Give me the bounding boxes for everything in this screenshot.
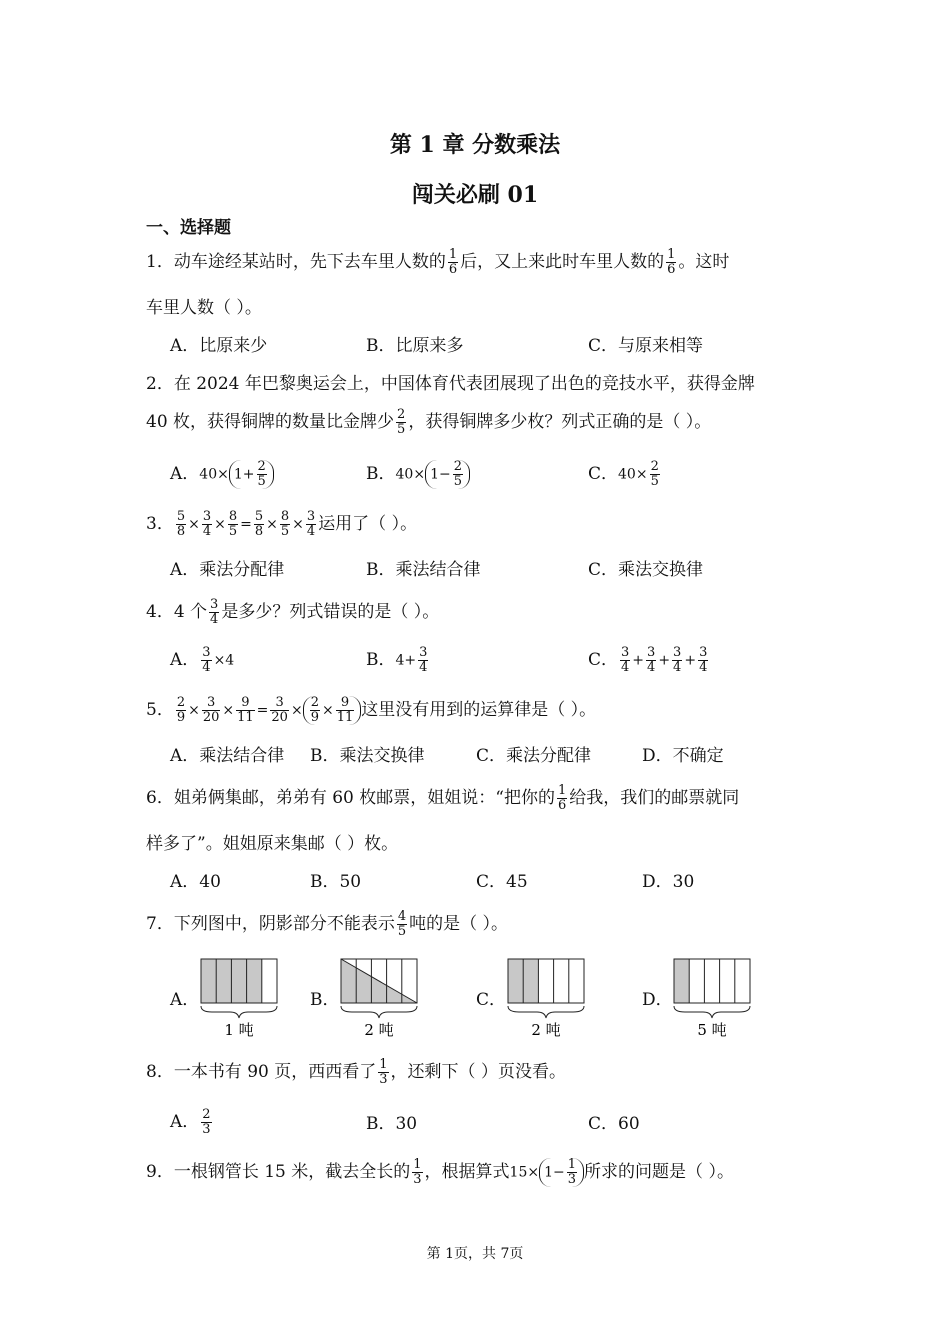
svg-text:5 吨: 5 吨 xyxy=(697,1021,727,1039)
q1-option-a[interactable]: A．比原来少 xyxy=(170,336,268,356)
question-9: 9．一根钢管长 15 米，截去全长的 $\frac{1}{3}$ ，根据算式15× 1− $\frac{1}{3}$ 所求的问题是（ ）。 xyxy=(146,1157,734,1187)
q5-option-a[interactable]: A．乘法结合律 xyxy=(170,746,285,766)
q5-option-d[interactable]: D．不确定 xyxy=(642,746,724,766)
svg-text:2 吨: 2 吨 xyxy=(364,1021,394,1039)
page-footer: 第 1页，共 7页 xyxy=(426,1246,524,1262)
q7-option-b[interactable]: B． xyxy=(310,990,340,1010)
figure-d xyxy=(673,958,753,1042)
fraction: $\frac{1}{6}$ xyxy=(448,247,458,277)
q7-option-a[interactable]: A． xyxy=(170,990,200,1010)
section-heading: 一、选择题 xyxy=(146,218,231,238)
question-7: 7．下列图中，阴影部分不能表示 $\frac{4}{5}$ 吨的是（ ）。 xyxy=(146,909,509,939)
q8-option-c[interactable]: C．60 xyxy=(588,1114,640,1134)
q6-option-c[interactable]: C．45 xyxy=(476,872,528,892)
q4-option-c[interactable]: C． $\frac{3}{4}$ + $\frac{3}{4}$ + $\frac{3}{4}$ + $\frac{3}{4}$ xyxy=(588,645,708,675)
page-title: 第 1 章 分数乘法 xyxy=(389,132,561,158)
svg-text:2 吨: 2 吨 xyxy=(531,1021,561,1039)
q3-option-c[interactable]: C．乘法交换律 xyxy=(588,560,704,580)
question-1: 1．动车途经某站时，先下去车里人数的 $\frac{1}{6}$ 后，又上来此时车里人数的 $\frac{1}{6}$ 。这时 xyxy=(146,247,730,277)
q3-option-b[interactable]: B．乘法结合律 xyxy=(366,560,481,580)
question-6-line2: 样多了”。姐姐原来集邮（ ）枚。 xyxy=(146,834,399,854)
q4-option-b[interactable]: B．4+ $\frac{3}{4}$ xyxy=(366,645,428,675)
question-2: 2．在 2024 年巴黎奥运会上，中国体育代表团展现了出色的竞技水平，获得金牌 xyxy=(146,374,755,394)
q1-option-b[interactable]: B．比原来多 xyxy=(366,336,464,356)
question-3: 3． $\frac{5}{8}$ × $\frac{3}{4}$ × $\frac{8}{5}$ = $\frac{5}{8}$ × $\frac{8}{5}$ × $\frac{3}{4}$ 运用了（ ）。 xyxy=(146,509,418,539)
question-4: 4．4 个 $\frac{3}{4}$ 是多少？列式错误的是（ ）。 xyxy=(146,597,440,627)
q2-option-b[interactable]: B．40× 1− $\frac{2}{5}$ xyxy=(366,460,470,489)
question-1-line2: 车里人数（ ）。 xyxy=(146,298,262,318)
question-6: 6．姐弟俩集邮，弟弟有 60 枚邮票，姐姐说：“把你的 $\frac{1}{6}$ 给我，我们的邮票就同 xyxy=(146,783,740,813)
q5-option-b[interactable]: B．乘法交换律 xyxy=(310,746,425,766)
q6-option-a[interactable]: A．40 xyxy=(170,872,221,892)
figure-b xyxy=(340,958,420,1042)
q8-option-a[interactable]: A． $\frac{2}{3}$ xyxy=(170,1107,211,1137)
question-2-line2: 40 枚，获得铜牌的数量比金牌少 $\frac{2}{5}$ ，获得铜牌多少枚？列式正确的是（ ）。 xyxy=(146,407,712,437)
q7-option-d[interactable]: D． xyxy=(642,990,673,1010)
q8-option-b[interactable]: B．30 xyxy=(366,1114,418,1134)
q3-option-a[interactable]: A．乘法分配律 xyxy=(170,560,285,580)
q4-option-a[interactable]: A． $\frac{3}{4}$ ×4 xyxy=(170,645,235,675)
figure-a xyxy=(200,958,280,1042)
page-subtitle: 闯关必刷 01 xyxy=(411,182,539,208)
q6-option-b[interactable]: B．50 xyxy=(310,872,362,892)
q7-option-c[interactable]: C． xyxy=(476,990,507,1010)
q5-option-c[interactable]: C．乘法分配律 xyxy=(476,746,592,766)
fraction: $\frac{1}{6}$ xyxy=(667,247,676,277)
figure-c xyxy=(507,958,587,1042)
question-8: 8．一本书有 90 页，西西看了 $\frac{1}{3}$ ，还剩下（ ）页没看。 xyxy=(146,1057,566,1087)
fraction: $\frac{2}{5}$ xyxy=(397,407,406,437)
svg-text:1 吨: 1 吨 xyxy=(224,1021,254,1039)
q1-option-c[interactable]: C．与原来相等 xyxy=(588,336,704,356)
q2-option-a[interactable]: A．40× 1+ $\frac{2}{5}$ xyxy=(170,460,274,489)
q6-option-d[interactable]: D．30 xyxy=(642,872,695,892)
q2-option-c[interactable]: C．40× $\frac{2}{5}$ xyxy=(588,459,659,489)
question-5: 5． $\frac{2}{9}$ × $\frac{3}{20}$ × $\frac{9}{11}$ = $\frac{3}{20}$ × $\frac{2}{9}$ × $\frac{9}{11}$ 这里没有用到的运算律是（ ）。 xyxy=(146,695,597,725)
